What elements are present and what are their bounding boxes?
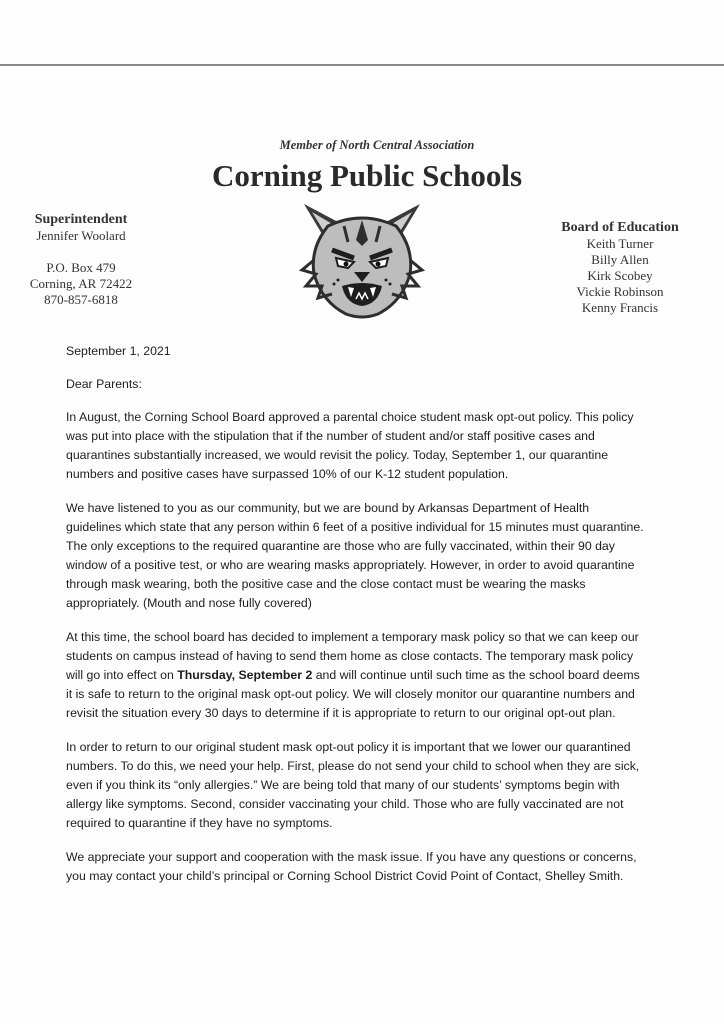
board-block	[550, 220, 690, 316]
school-name-heading: Corning Public Schools	[211, 158, 523, 193]
board-member: Kenny Francis	[581, 300, 659, 315]
paragraph-text: and will continue until such time as the school board deems it is safe to return to the original mask opt-out policy. We will closely monitor our quarantine numbers and revisit the situation every 30 days to determine if it is appropriate to return to our original opt-out plan.	[66, 668, 640, 720]
letter-salutation: Dear Parents:	[66, 377, 142, 391]
membership-line: Member of North Central Association	[279, 138, 475, 152]
paragraph-health-guidelines: We have listened to you as our community, but we are bound by Arkansas Department of Health guidelines which state that any person within 6 feet of a positive individual for 15 minutes must quarantine. The only exceptions to the required quarantine are those who are fully vaccinated, within their 90 day window of a positive test, or who are wearing masks appropriately. However, in order to avoid quarantine through mask wearing, both the positive case and the close contact must be wearing the masks appropriately. (Mouth and nose fully covered)	[66, 501, 644, 610]
board-title: Board of Education	[561, 220, 679, 235]
paragraph-policy-background: In August, the Corning School Board approved a parental choice student mask opt-out policy. This policy was put into place with the stipulation that if the number of student and/or staff positive cases and quarantines substantially increased, we would revisit the policy. Today, September 1, our quarantine numbers and positive cases have surpassed 10% of our K-12 student population.	[66, 410, 634, 481]
paragraph-request-help: In order to return to our original student mask opt-out policy it is important that we lower our quarantined numbers. To do this, we need your help. First, please do not send your child to school when they are sick, even if you think its “only allergies.” We are being told that many of our students’ symptoms begin with allergy like symptoms. Second, consider vaccinating your child. Those who are fully vaccinated are not required to quarantine if they have no symptoms.	[66, 740, 640, 830]
superintendent-name: Jennifer Woolard	[36, 228, 126, 243]
superintendent-title: Superintendent	[34, 212, 128, 227]
phone-number: 870-857-6818	[44, 292, 118, 307]
board-member: Keith Turner	[586, 236, 654, 251]
board-member: Kirk Scobey	[587, 268, 653, 283]
superintendent-block	[22, 212, 140, 308]
scan-edge-line	[0, 64, 724, 66]
paragraph-text: At this time, the school board has decided to implement a temporary mask policy so that we can keep our students on campus instead of having to send them home as close contacts. The temporary mask policy will go into effect on	[66, 630, 639, 682]
paragraph-closing: We appreciate your support and cooperation with the mask issue. If you have any questions or concerns, you may contact your child’s principal or Corning School District Covid Point of Contact, Shelley Smith.	[66, 850, 637, 883]
board-member: Billy Allen	[591, 252, 649, 267]
effective-date: Thursday, September 2	[177, 668, 313, 682]
address-line-2: Corning, AR 72422	[29, 276, 133, 291]
wildcat-logo-icon	[298, 200, 426, 322]
letter-date: September 1, 2021	[66, 344, 171, 358]
letter-body	[66, 342, 646, 901]
board-member: Vickie Robinson	[576, 284, 664, 299]
address-line-1: P.O. Box 479	[46, 260, 116, 275]
paragraph-temporary-policy	[66, 628, 646, 723]
